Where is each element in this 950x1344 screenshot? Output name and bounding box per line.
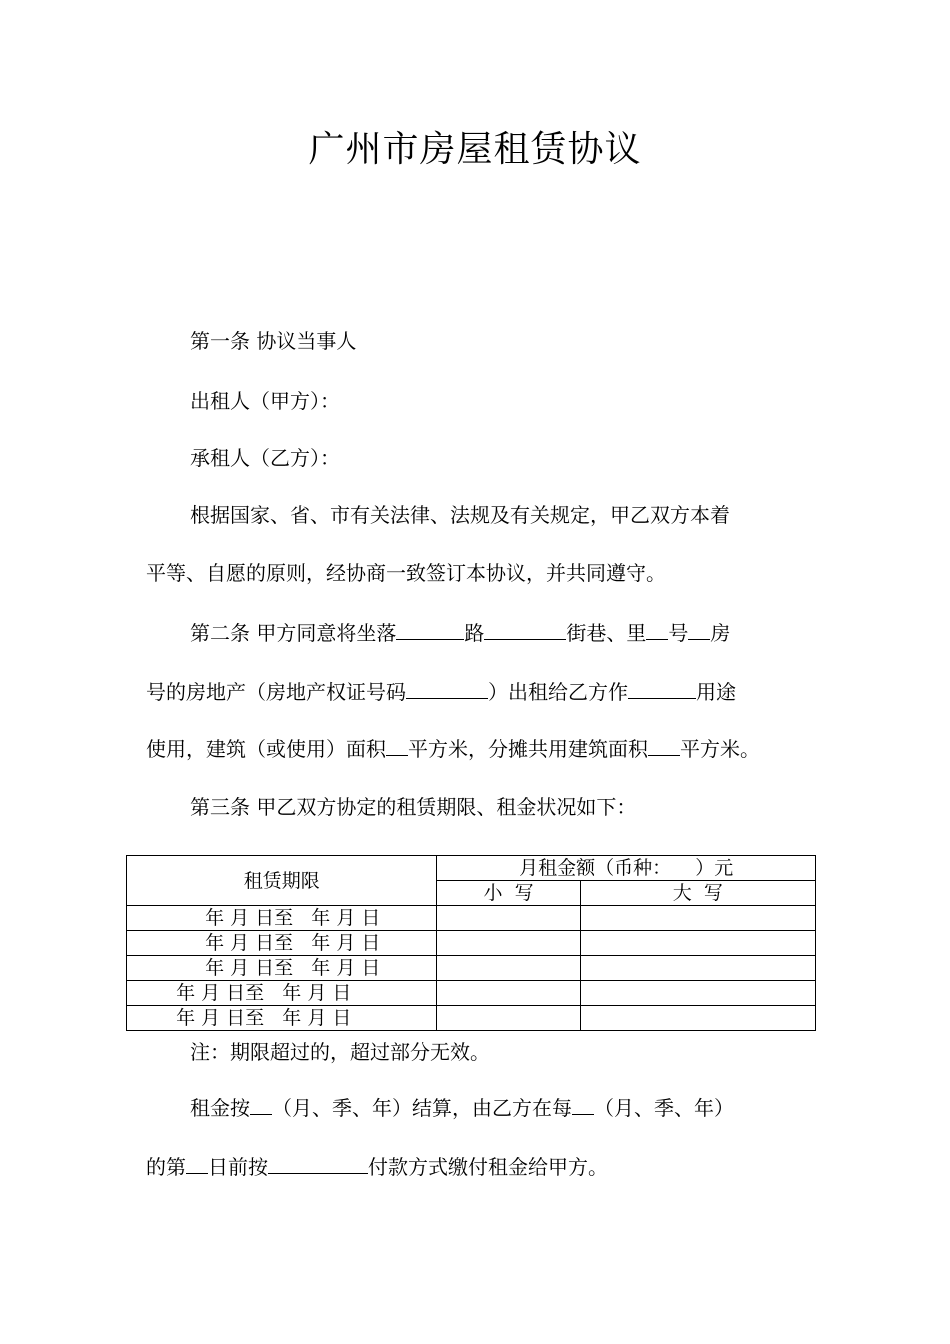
document-title: 广州市房屋租赁协议 xyxy=(308,129,642,170)
article-2-text: 房 xyxy=(710,621,731,645)
amount-small-cell[interactable] xyxy=(437,1006,580,1031)
amount-big-cell[interactable] xyxy=(580,906,815,931)
article-3-heading: 第三条 甲乙双方协定的租赁期限、租金状况如下： xyxy=(190,795,637,819)
article-2-line-2 xyxy=(146,676,806,707)
article-2-text: 第二条 甲方同意将坐落 xyxy=(190,621,397,645)
shared-area-blank xyxy=(648,733,680,756)
payment-text: 的第 xyxy=(146,1155,186,1179)
payment-day-blank xyxy=(186,1151,208,1174)
usage-blank xyxy=(628,676,696,699)
period-text: 年 月 日至 年 月 日 xyxy=(205,932,381,954)
article-2-line-1 xyxy=(146,617,850,648)
table-row xyxy=(127,931,816,956)
payment-line-1 xyxy=(146,1092,850,1123)
table-header-big: 大 写 xyxy=(580,881,815,906)
table-row xyxy=(127,1006,816,1031)
room-blank xyxy=(688,617,710,640)
amount-small-cell[interactable] xyxy=(437,906,580,931)
payment-line-2 xyxy=(146,1151,806,1182)
road-blank xyxy=(396,617,464,640)
payment-text: （月、季、年） xyxy=(594,1096,734,1120)
article-1-heading: 第一条 协议当事人 xyxy=(190,329,357,353)
lane-number-blank xyxy=(646,617,668,640)
table-row xyxy=(127,906,816,931)
payment-text: （月、季、年）结算，由乙方在每 xyxy=(272,1096,572,1120)
table-note: 注：期限超过的，超过部分无效。 xyxy=(190,1040,490,1064)
table-header-rent: 月租金额（币种： ）元 xyxy=(437,856,816,881)
article-2-text: 号的房地产（房地产权证号码 xyxy=(146,680,406,704)
article-2-text: 街巷、里 xyxy=(566,621,647,645)
rent-table xyxy=(126,855,816,1031)
lessor-line: 出租人（甲方）： xyxy=(190,389,340,413)
payment-text: 租金按 xyxy=(190,1096,250,1120)
article-2-text: 号 xyxy=(668,621,689,645)
table-row xyxy=(127,981,816,1006)
payment-text: 付款方式缴付租金给甲方。 xyxy=(368,1155,608,1179)
amount-small-cell[interactable] xyxy=(437,981,580,1006)
amount-big-cell[interactable] xyxy=(580,1006,815,1031)
period-cell xyxy=(127,906,437,931)
table-row xyxy=(127,956,816,981)
period-cell xyxy=(127,981,437,1006)
area-blank xyxy=(386,733,408,756)
article-1-paragraph-line-2: 平等、自愿的原则，经协商一致签订本协议，并共同遵守。 xyxy=(146,561,666,585)
period-text: 年 月 日至 年 月 日 xyxy=(205,907,381,929)
payment-period-blank xyxy=(572,1092,594,1115)
lessee-line: 承租人（乙方）： xyxy=(190,446,340,470)
article-2-text: 路 xyxy=(464,621,485,645)
table-header-small: 小 写 xyxy=(437,881,580,906)
article-2-text: 平方米，分摊共用建筑面积 xyxy=(408,737,648,761)
article-2-text: 用途 xyxy=(696,680,736,704)
period-cell xyxy=(127,956,437,981)
article-1-paragraph-line-1: 根据国家、省、市有关法律、法规及有关规定，甲乙双方本着 xyxy=(190,503,730,527)
period-text: 年 月 日至 年 月 日 xyxy=(176,982,352,1004)
settlement-period-blank xyxy=(250,1092,272,1115)
amount-small-cell[interactable] xyxy=(437,931,580,956)
article-2-text: 使用，建筑（或使用）面积 xyxy=(146,737,386,761)
amount-big-cell[interactable] xyxy=(580,931,815,956)
payment-method-blank xyxy=(268,1151,368,1174)
amount-small-cell[interactable] xyxy=(437,956,580,981)
payment-text: 日前按 xyxy=(208,1155,268,1179)
street-blank xyxy=(484,617,566,640)
period-cell xyxy=(127,1006,437,1031)
amount-big-cell[interactable] xyxy=(580,981,815,1006)
article-2-text: 平方米。 xyxy=(680,737,760,761)
article-2-line-3 xyxy=(146,733,806,764)
amount-big-cell[interactable] xyxy=(580,956,815,981)
table-header-period: 租赁期限 xyxy=(127,856,437,906)
period-text: 年 月 日至 年 月 日 xyxy=(205,957,381,979)
period-text: 年 月 日至 年 月 日 xyxy=(176,1007,352,1029)
article-2-text: ）出租给乙方作 xyxy=(488,680,628,704)
period-cell xyxy=(127,931,437,956)
certificate-number-blank xyxy=(406,676,488,699)
